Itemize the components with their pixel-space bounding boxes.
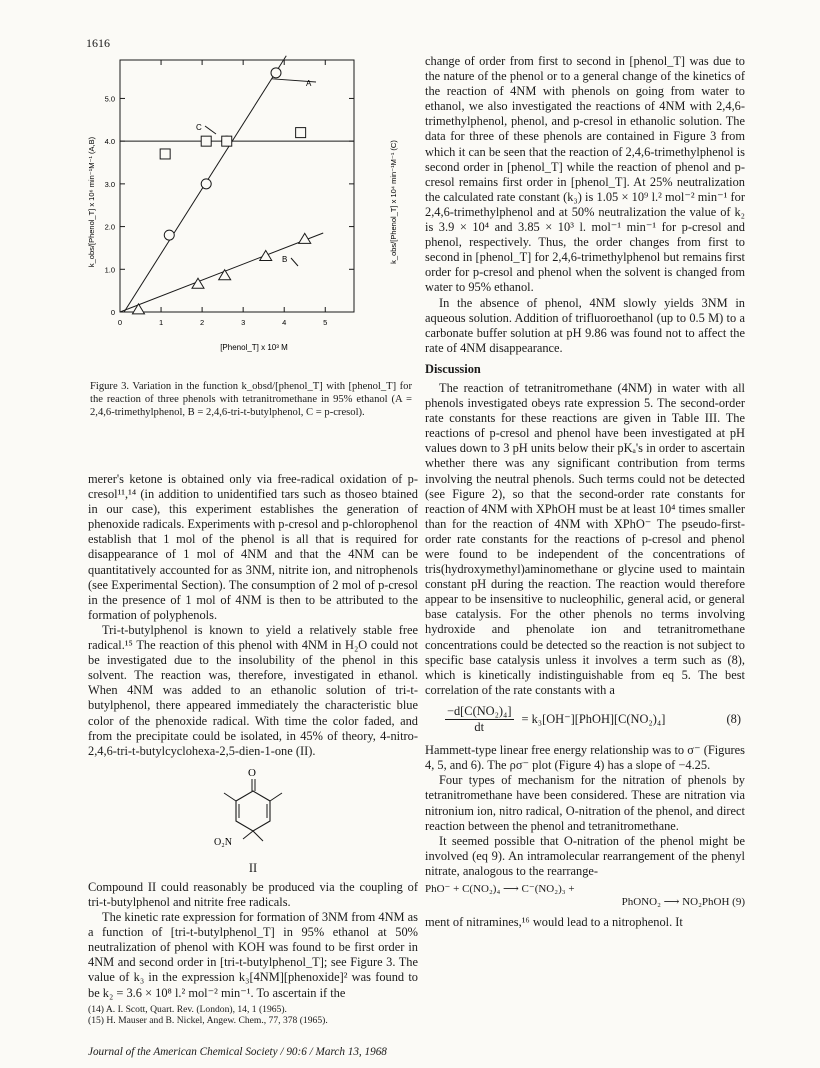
data-point-c (296, 128, 306, 138)
label-c-pointer (205, 126, 216, 134)
left-paragraph-3: Compound II could reasonably be produced via the coupling of tri-t-butylphenol and nitrite free radicals. (88, 879, 418, 909)
right-paragraph-3: The reaction of tetranitromethane (4NM) in water with all phenols investigated obeys rate expression 5. The second-order rate constants for these reactions are given in Table III. The reactions of p-cresol and phenol have been investigated at pH values down to 3 pH units below their pKₐ's in order to ascertain whether there was any significant contribution from terms involving the neutral phenols. Such terms could not be detected (see Figure 2), so that the second-order rate constants for reaction of 4NM with XPhOH must be at least 10⁴ times smaller than for the reaction of 4NM with XPhO⁻ The pseudo-first-order rate constants for the reactions of p-cresol and phenol were found to be independent of the concentrations of tris(hydroxymethyl)aminomethane or glycine used to maintain constant pH during the reaction. The reaction would therefore appear to be insensitive to nucleophilic, general acid, or general base catalysis. For the other phenols no terms involving hydroxide and phenolate ion and tetranitromethane concentrations could be detected so the reaction is not subject to specific base catalysis unless it involves a term such as (8), which is kinetically indistinguishable from eq 5. The best correlation of the rate constants with a (425, 380, 745, 697)
fit-line-b (120, 233, 323, 312)
chart-svg (84, 52, 414, 352)
y-tick-label: 1.0 (104, 265, 115, 275)
y-tick-label: 4.0 (104, 137, 115, 147)
x-tick-label: 1 (158, 318, 164, 327)
eq9-line-2: PhONO₂ ⟶ NO₂PhOH (9) (621, 895, 745, 908)
data-point-c (160, 149, 170, 159)
right-paragraph-5: Four types of mechanism for the nitration of phenols by tetranitromethane have been considered. These are nitration via nitronium ion, nitro radical, O-nitration of the phenol, and direct reaction between the phenol and tetranitromethane. (425, 773, 745, 833)
eq8-fraction (445, 704, 514, 735)
y-axis-right-label: k_obs/[Phenol_T] x 10⁴ min⁻¹M⁻¹ (C) (389, 140, 398, 264)
left-paragraph-1: merer's ketone is obtained only via free-radical oxidation of p-cresol¹¹,¹⁴ (in addition to unidentified tars such as thoseo btained in our case), this experiment establishes the generation of phenoxide radicals. Experiments with p-cresol and p-chlorophenol establish that 1 mol of the phenol is all that is required for disappearance of 1 mol of 4NM and that the 4NM can be quantitatively accounted for as 3NM, nitrite ion, and nitrophenols (see Experimental Section). The consumption of 2 mol of p-cresol in the presence of 1 mol of 4NM is then to be attributed to the formation of polyphenols. (88, 472, 418, 622)
series-label-c: C (196, 123, 202, 132)
data-point-c (222, 136, 232, 146)
y-axis-left-label: k_obs/[Phenol_T] x 10⁶ min⁻¹M⁻¹ (A,B) (87, 136, 96, 268)
data-point-b (219, 270, 231, 280)
eq8-numerator: −d[C(NO₂)₄] (445, 704, 514, 720)
left-column (88, 472, 418, 1001)
x-tick-label: 0 (117, 318, 123, 327)
y-tick-label: 0 (110, 308, 115, 317)
footnotes (88, 1004, 418, 1026)
series-label-a: A (306, 79, 312, 88)
footnote-14: (14) A. I. Scott, Quart. Rev. (London), 14, 1 (1965). (88, 1004, 287, 1015)
compound-label: II (248, 860, 258, 875)
compound-ii-structure (88, 765, 418, 857)
x-axis-label: [Phenol_T] x 10³ M (220, 343, 288, 352)
right-paragraph-4: Hammett-type linear free energy relationship was to σ⁻ (Figures 4, 5, and 6). The ρσ⁻ plot (Figure 4) has a slope of −4.25. (425, 743, 745, 773)
data-point-c (201, 136, 211, 146)
journal-footer: Journal of the American Chemical Society / 90:6 / March 13, 1968 (88, 1046, 387, 1058)
page-number: 1616 (86, 36, 110, 50)
y-tick-label: 5.0 (104, 94, 115, 104)
compound-ii-drawing (188, 765, 318, 857)
eq9-line-1: PhO⁻ + C(NO₂)₄ ⟶ C⁻(NO₂)₃ + (425, 882, 575, 895)
figure-caption: Figure 3. Variation in the function k_obsd/[phenol_T] with [phenol_T] for the reaction of three phenols with tetranitromethane in 95% ethanol (A = 2,4,6-trimethylphenol, B = 2,4,6-tri-t-butylphenol, C = p-cresol). (90, 381, 412, 418)
right-paragraph-2: In the absence of phenol, 4NM slowly yields 3NM in aqueous solution. Addition of trifluoroethanol (up to 0.5 M) to a carbonate buffer solution at pH 9.86 was found not to affect the rate of 4NM disappearance. (425, 295, 745, 355)
x-tick-label: 2 (200, 318, 205, 327)
structure-no2-label: O₂N (214, 836, 232, 848)
plot-frame (120, 60, 354, 312)
label-b-pointer (291, 258, 298, 266)
right-paragraph-6: It seemed possible that O-nitration of the phenol might be involved (eq 9). An intramolecular rearrangement of the phenyl nitrate, analogous to the rearrange- (425, 833, 745, 878)
right-column (425, 54, 745, 930)
eq8-number: (8) (726, 711, 741, 726)
data-point-b (132, 304, 144, 314)
equation-9 (425, 883, 745, 909)
y-tick-label: 2.0 (104, 222, 115, 232)
data-point-a (271, 68, 281, 78)
right-paragraph-1: change of order from first to second in [phenol_T] was due to the nature of the phenol or to a general change of the kinetics of the reaction of 4NM with phenols on going from water to ethanol, we also investigated the reactions of 4NM with 2,4,6-trimethylphenol, phenol, and p-cresol in ethanolic solution. The data for three of these phenols are contained in Figure 3 from which it can be seen that the reaction of 2,4,6-trimethylphenol is second order in [phenol_T] while the reaction of phenol and p-cresol remains first order in [phenol_T]. At 25% neutralization the calculated rate constant (k₃) is 1.05 × 10⁹ l.² mol⁻² min⁻¹ for 2,4,6-trimethylphenol and at 50% neutralization the value of k₂ is 3.9 × 10⁴ and 3.85 × 10³ l. mol⁻¹ min⁻¹ for p-cresol and phenol, respectively. Thus, the order changes from first to second in [phenol_T] for 2,4,6-trimethylphenol but remains first order for p-cresol and phenol when the solvent is changed from water to 95% ethanol. (425, 54, 745, 295)
x-tick-label: 4 (282, 318, 287, 327)
series-label-b: B (282, 255, 288, 264)
data-point-a (164, 230, 174, 240)
data-point-a (201, 179, 211, 189)
right-paragraph-7: ment of nitramines,¹⁶ would lead to a nitrophenol. It (425, 914, 683, 929)
data-point-b (260, 250, 272, 260)
y-tick-label: 3.0 (104, 179, 115, 189)
discussion-heading: Discussion (425, 361, 481, 376)
equation-8 (425, 704, 745, 735)
x-tick-label: 5 (323, 318, 328, 327)
figure-3-chart (84, 52, 414, 352)
structure-o-label: O (248, 766, 256, 779)
left-paragraph-4: The kinetic rate expression for formation of 3NM from 4NM as a function of [tri-t-butylphenol_T] in 95% ethanol at 50% neutralization of phenol with KOH was found to be first order in 4NM and second order in [tri-t-butylphenol_T]; see Figure 3. The value of k₃ in the expression k₃[4NM][phenoxide]² was found to be k₂ = 3.6 × 10⁸ l.² mol⁻² min⁻¹. To ascertain if the (88, 910, 418, 1000)
footnote-15: (15) H. Mauser and B. Nickel, Angew. Chem., 77, 378 (1965). (88, 1015, 328, 1026)
left-paragraph-2: Tri-t-butylphenol is known to yield a relatively stable free radical.¹⁵ The reaction of this phenol with 4NM in H₂O could not be investigated due to the insolubility of the phenol in this solvent. The reaction was, therefore, investigated in ethanol. When 4NM was added to an ethanolic solution of tri-t-butylphenol, there appeared immediately the characteristic blue color of the phenoxide radical. With time the color faded, and from the precipitate could be isolated, in 45% of theory, 4-nitro-2,4,6-tri-t-butylcyclohexa-2,5-dien-1-one (II). (88, 622, 418, 758)
eq8-denominator: dt (474, 720, 485, 735)
x-tick-label: 3 (241, 318, 246, 327)
eq8-rhs: = k₃[OH⁻][PhOH][C(NO₂)₄] (521, 711, 666, 726)
